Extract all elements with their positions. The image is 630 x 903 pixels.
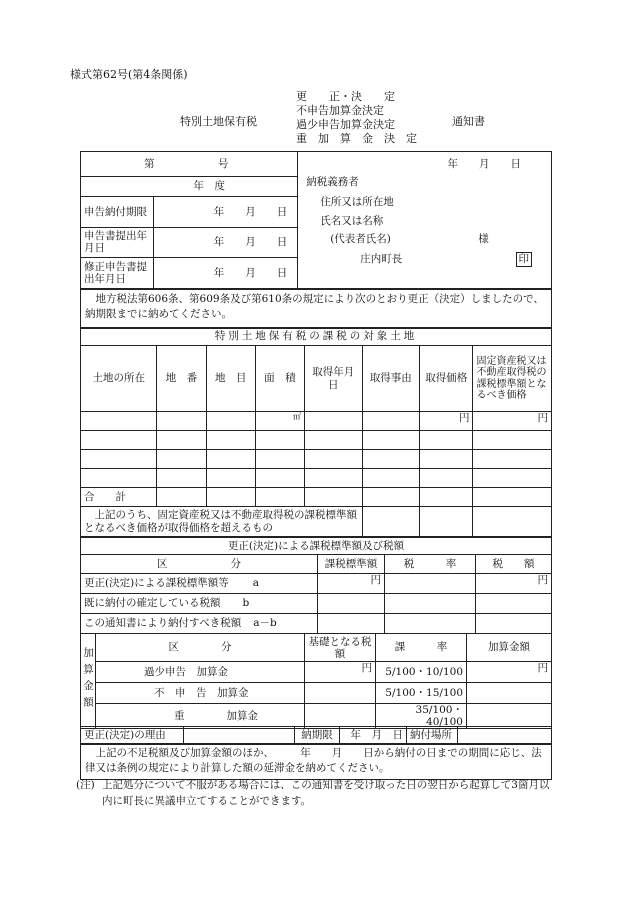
- decision-type: 不申告加算金決定: [296, 104, 384, 117]
- penalty-rate: 5/100・10/100: [376, 662, 467, 683]
- footnote-label: (注): [76, 779, 95, 791]
- reason-label: 更正(決定)の理由: [81, 727, 184, 744]
- number-suffix: 号: [217, 157, 229, 170]
- reason-value: [184, 727, 295, 744]
- land-col: 地 目: [206, 346, 255, 412]
- land-note: 上記のうち、固定資産税又は不動産取得税の課税標準額となるべき価格が取得価格を超えるもの: [81, 507, 363, 537]
- land-col: 取得年月日: [304, 346, 362, 412]
- total-label: 合 計: [81, 488, 157, 507]
- footnote-text: 上記処分について不服がある場合には、この通知書を受け取った日の翌日から起算して3箇月以内に町長に異議申立てすることができます。: [102, 779, 550, 807]
- tax-name: 特別土地保有税: [180, 115, 257, 128]
- tax-row-code: a: [252, 577, 259, 590]
- penalty-row-label: 過少申告 加算金: [96, 662, 305, 683]
- penalty-col: 加算金額: [467, 634, 552, 662]
- tax-row-text: 更正(決定)による課税標準額等: [84, 577, 229, 590]
- yen-unit: 円: [467, 662, 552, 683]
- yen-unit: 円: [476, 574, 552, 594]
- fiscal-year-label: 年 度: [193, 180, 225, 193]
- land-cell: [304, 412, 362, 431]
- fiscal-year-cell: [81, 176, 298, 196]
- form-frame: [80, 151, 551, 774]
- penalty-table: [80, 633, 552, 729]
- tax-col: 税 額: [476, 555, 552, 574]
- decision-type: 更 正・決 定: [296, 90, 395, 103]
- place-value: [458, 727, 552, 744]
- final-text: 上記の不足税額及び加算金額のほか、 年 月 日から納付の日までの期間に応じ、法律又は条例の規定により計算した額の延滞金を納めてください。: [80, 744, 552, 780]
- penalty-rate: 35/100・40/100: [376, 704, 467, 729]
- notice-text: 地方税法第606条、第609条及び第610条の規定により次のとおり更正（決定）しましたので、納期限までに納めてください。: [80, 289, 552, 329]
- mayor-label: 庄内町長: [360, 253, 403, 266]
- due-date: 年 月 日: [340, 727, 407, 744]
- penalty-side-label: [81, 634, 96, 729]
- rep-label-row: [330, 233, 543, 245]
- decision-type: 過少申告加算金決定: [296, 118, 395, 131]
- land-cell: [206, 412, 255, 431]
- penalty-col: 課 率: [376, 634, 467, 662]
- penalty-side-text: 加算金額: [82, 646, 95, 713]
- notice-suffix: 通知書: [452, 115, 485, 128]
- due-date-label: 申告納付期限: [81, 196, 154, 227]
- mayor-row: [360, 252, 543, 267]
- reason-row: [80, 726, 552, 744]
- number-cell: [81, 152, 298, 177]
- area-unit: ㎡: [255, 412, 304, 431]
- tax-row-text: 既に納付の確定している税額: [84, 597, 221, 610]
- land-col: 面 積: [255, 346, 304, 412]
- tax-col: 税 率: [385, 555, 476, 574]
- amend-date-label: 修正申告書提出年月日: [81, 258, 154, 289]
- due-label: 納期限: [295, 727, 340, 744]
- footnote: [76, 777, 556, 809]
- name-label: 氏名又は名称: [320, 215, 384, 228]
- land-col: 取得価格: [420, 346, 473, 412]
- tax-title: 更正(決定)による課税標準額及び税額: [81, 538, 552, 555]
- land-title: 特別土地保有税の課税の対象土地: [81, 328, 552, 346]
- land-cell: [157, 412, 206, 431]
- penalty-col: 基礎となる税額: [305, 634, 376, 662]
- land-col: 取得事由: [362, 346, 420, 412]
- taxpayer-cell: [298, 152, 552, 289]
- number-label: 第: [144, 157, 155, 170]
- yen-unit: 円: [473, 412, 552, 431]
- yen-unit: 円: [420, 412, 473, 431]
- land-cell: [81, 412, 157, 431]
- penalty-rate: 5/100・15/100: [376, 683, 467, 704]
- tax-row-label: [81, 614, 318, 634]
- land-col: 土地の所在: [81, 346, 157, 412]
- tax-col: 課税標準額: [318, 555, 385, 574]
- decision-type: 重 加 算 金 決 定: [296, 132, 417, 145]
- seal-mark: 印: [516, 252, 533, 267]
- land-cell: [362, 412, 420, 431]
- land-col: 固定資産税又は不動産取得税の課税標準額となるべき価格: [473, 346, 552, 412]
- tax-row-label: [81, 574, 318, 594]
- land-col: 地 番: [157, 346, 206, 412]
- place-label: 納付場所: [407, 727, 458, 744]
- taxpayer-label: 納税義務者: [306, 176, 359, 189]
- tax-row-code: a－b: [253, 617, 277, 630]
- rep-label: (代表者氏名): [330, 233, 391, 246]
- due-date-value: 年 月 日: [154, 196, 298, 227]
- land-table: [80, 327, 552, 537]
- yen-unit: 円: [305, 662, 376, 683]
- tax-col: 区 分: [81, 555, 318, 574]
- decision-types: [296, 90, 417, 146]
- notice-date: 年 月 日: [447, 158, 521, 170]
- sama-label: 様: [478, 233, 489, 246]
- amend-date-value: 年 月 日: [154, 258, 298, 289]
- tax-table: [80, 537, 552, 634]
- address-label: 住所又は所在地: [320, 196, 394, 209]
- top-block: [80, 151, 552, 289]
- form-number: 様式第62号(第4条関係): [70, 68, 188, 81]
- yen-unit: 円: [318, 574, 385, 594]
- penalty-row-label: 重 加算金: [96, 704, 305, 729]
- filing-date-label: 申告書提出年月日: [81, 227, 154, 258]
- tax-row-code: b: [242, 597, 250, 610]
- tax-row-label: [81, 594, 318, 614]
- tax-row-text: この通知書により納付すべき税額: [84, 617, 242, 630]
- penalty-row-label: 不 申 告 加算金: [96, 683, 305, 704]
- filing-date-value: 年 月 日: [154, 227, 298, 258]
- penalty-col: 区 分: [96, 634, 305, 662]
